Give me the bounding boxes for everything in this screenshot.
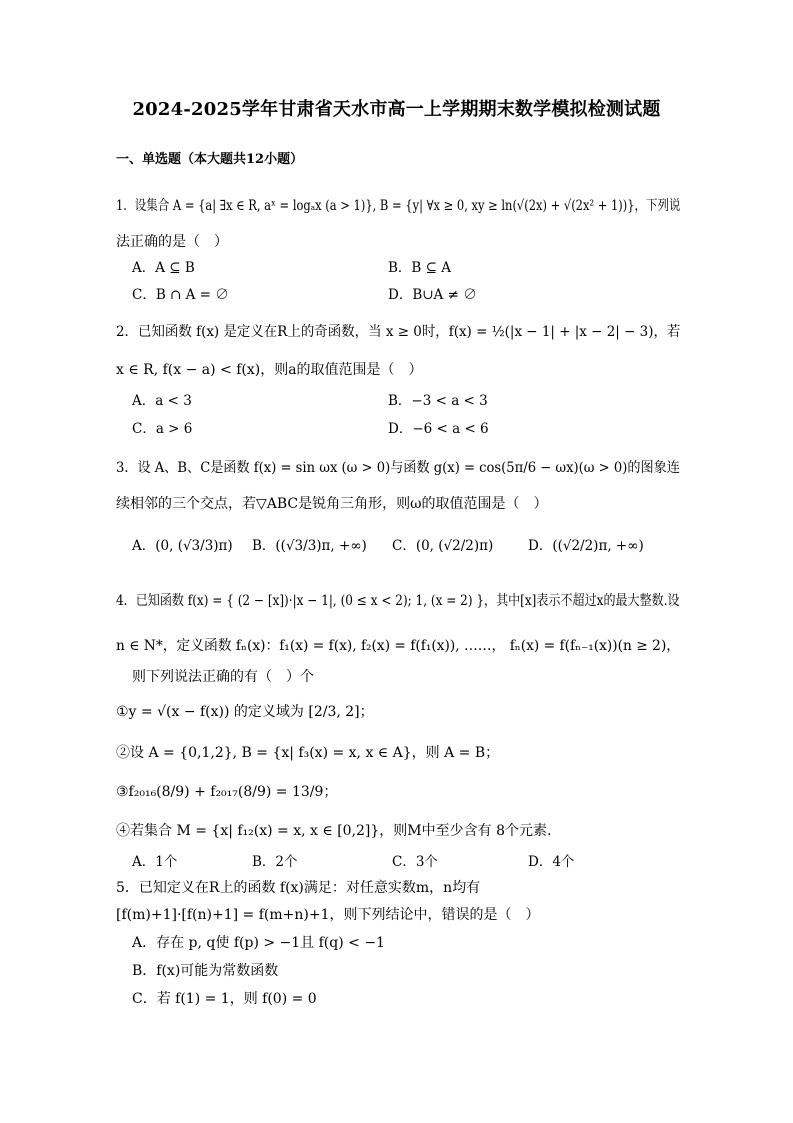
- question-4-option-c: C．3个: [392, 854, 438, 870]
- question-5-option-c: C．若 f(1) = 1，则 f(0) = 0: [132, 991, 317, 1007]
- question-2-option-c: C．a > 6: [132, 421, 193, 437]
- question-4-line-1: 4．已知函数 f(x) = { (2 − [x])·|x − 1|, (0 ≤ x < 2); 1, (x = 2) }，其中[x]表示不超过x的最大整数.设: [116, 593, 680, 609]
- question-4-option-b: B．2个: [252, 854, 298, 870]
- question-2-option-b: B．−3 < a < 3: [388, 393, 488, 409]
- question-1-option-d: D．B∪A ≠ ∅: [388, 287, 477, 303]
- question-3-option-c: C．(0, (√2/2)π): [392, 538, 494, 554]
- question-3-option-d: D．((√2/2)π, +∞): [528, 538, 644, 554]
- question-4-option-a: A．1个: [132, 854, 178, 870]
- question-3-option-a: A．(0, (√3/3)π): [132, 538, 233, 554]
- question-1-option-a: A．A ⊆ B: [132, 260, 195, 276]
- question-1-option-b: B．B ⊆ A: [388, 260, 451, 276]
- question-2-line-1: 2．已知函数 f(x) 是定义在R上的奇函数，当 x ≥ 0时，f(x) = ½(|x − 1| + |x − 2| − 3)，若: [116, 324, 681, 340]
- question-1-option-c: C．B ∩ A = ∅: [132, 287, 229, 303]
- question-5-line-2: [f(m)+1]·[f(n)+1] = f(m+n)+1，则下列结论中，错误的是（ ）: [116, 907, 540, 923]
- question-5-option-a: A．存在 p, q使 f(p) > −1且 f(q) < −1: [132, 935, 385, 951]
- question-5-option-b: B．f(x)可能为常数函数: [132, 963, 279, 979]
- question-4-line-2: n ∈ N*，定义函数 fₙ(x)：f₁(x) = f(x), f₂(x) = f(f₁(x)), ……， fₙ(x) = f(fₙ₋₁(x))(n ≥ 2)，: [116, 638, 681, 654]
- question-2-option-a: A．a < 3: [132, 393, 192, 409]
- question-4-statement-1: ①y = √(x − f(x)) 的定义域为 [2/3, 2]；: [116, 704, 374, 720]
- question-3-line-1: 3．设 A、B、C是函数 f(x) = sin ωx (ω > 0)与函数 g(x) = cos(5π/6 − ωx)(ω > 0)的图象连: [116, 460, 680, 476]
- question-2-line-2: x ∈ R, f(x − a) < f(x)，则a的取值范围是（ ）: [116, 362, 423, 378]
- question-4-line-3: 则下列说法正确的有（ ）个: [132, 669, 314, 685]
- question-3-option-b: B．((√3/3)π, +∞): [252, 538, 367, 554]
- page-title: 2024-2025学年甘肃省天水市高一上学期期末数学模拟检测试题: [132, 99, 661, 120]
- section-heading: 一、单选题（本大题共12小题）: [116, 152, 304, 167]
- question-1-line-1: 1．设集合 A = {a| ∃x ∈ R, aˣ = logₐx (a > 1)}, B = {y| ∀x ≥ 0, xy ≥ ln(√(2x) + √(2x² + 1))}，下列说: [116, 198, 681, 214]
- question-5-line-1: 5．已知定义在R上的函数 f(x)满足：对任意实数m，n均有: [116, 880, 481, 896]
- question-4-statement-4: ④若集合 M = {x| f₁₂(x) = x, x ∈ [0,2]}，则M中至少含有 8个元素.: [116, 823, 552, 839]
- question-2-option-d: D．−6 < a < 6: [388, 421, 489, 437]
- question-4-statement-2: ②设 A = {0,1,2}, B = {x| f₃(x) = x, x ∈ A}，则 A = B；: [116, 745, 500, 761]
- question-4-option-d: D．4个: [528, 854, 575, 870]
- question-3-line-2: 续相邻的三个交点，若▽ABC是锐角三角形，则ω的取值范围是（ ）: [116, 496, 548, 512]
- question-1-line-2: 法正确的是（ ）: [116, 234, 228, 250]
- question-4-statement-3: ③f₂₀₁₆(8/9) + f₂₀₁₇(8/9) = 13/9；: [116, 784, 338, 800]
